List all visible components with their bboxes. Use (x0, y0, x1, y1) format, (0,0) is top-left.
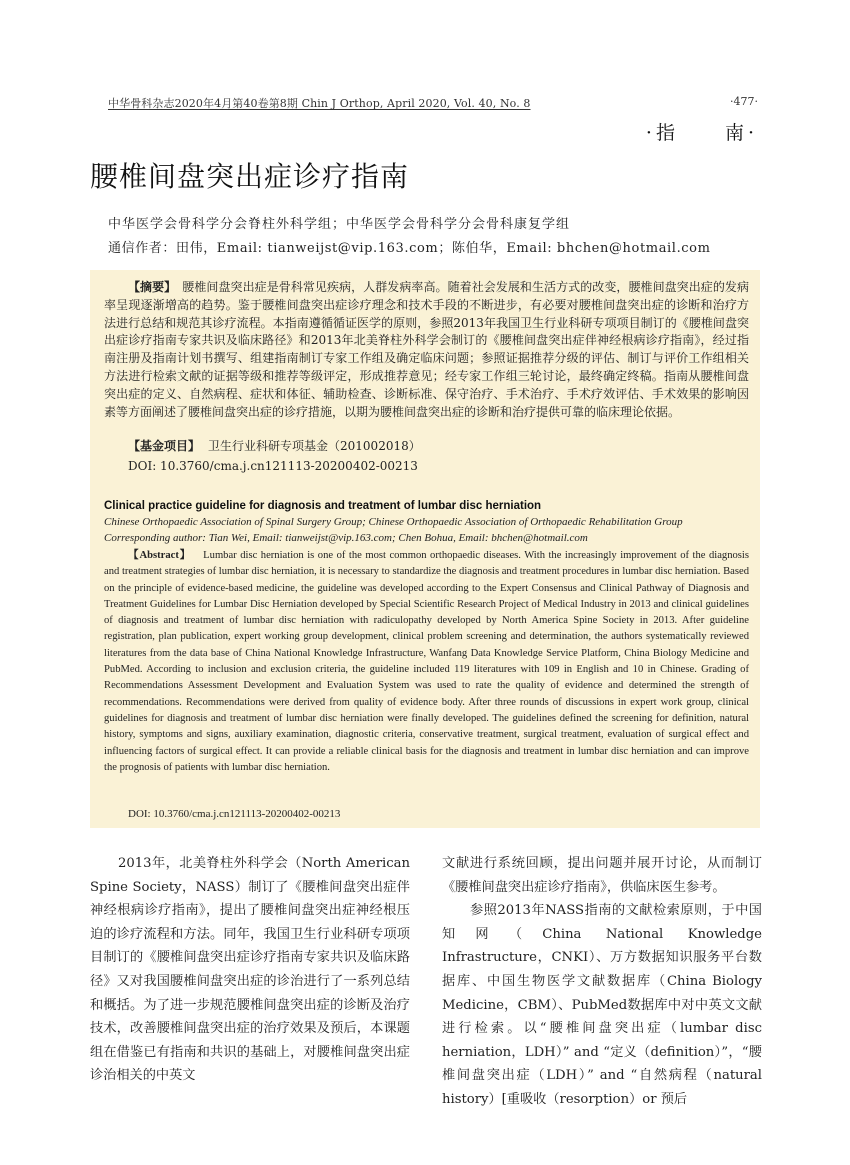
fund-text: 卫生行业科研专项基金（201002018） (208, 439, 421, 453)
fund-label: 【基金项目】 (128, 439, 201, 453)
english-correspondence: Corresponding author: Tian Wei, Email: tianweijst@vip.163.com; Chen Bohua, Email: bhchen@hotmail.com (104, 532, 588, 544)
english-abstract (104, 548, 749, 776)
body-left-column: 2013年，北美脊柱外科学会（North American Spine Society，NASS）制订了《腰椎间盘突出症伴神经根病诊疗指南》，提出了腰椎间盘突出症神经根压迫的诊疗流程和方法。同年，我国卫生行业科研专项项目制订的《腰椎间盘突出症诊疗指南专家共识及临床路径》又对我国腰椎间盘突出症的诊治进行了一系列总结和概括。为了进一步规范腰椎间盘突出症的诊断及治疗技术，改善腰椎间盘突出症的治疗效果及预后，本课题组在借鉴已有指南和共识的基础上，对腰椎间盘突出症诊治相关的中英文 (90, 856, 410, 1084)
english-doi: DOI: 10.3760/cma.j.cn121113-20200402-00213 (128, 808, 341, 820)
english-title: Clinical practice guideline for diagnosis and treatment of lumbar disc herniation (104, 500, 542, 512)
english-affiliations: Chinese Orthopaedic Association of Spinal Surgery Group; Chinese Orthopaedic Association of Orthopaedic Rehabilitation Group (104, 516, 683, 528)
abstract-label: 【摘要】 (128, 280, 177, 294)
correspondence: 通信作者：田伟，Email: tianweijst@vip.163.com；陈伯华，Email: bhchen@hotmail.com (108, 241, 711, 256)
cn-doi: DOI: 10.3760/cma.j.cn121113-20200402-00213 (128, 459, 418, 473)
page-number: ·477· (730, 95, 758, 108)
author-groups: 中华医学会骨科学分会脊柱外科学组；中华医学会骨科学分会骨科康复学组 (108, 217, 571, 232)
chinese-abstract (104, 279, 749, 421)
abstract-text: 腰椎间盘突出症是骨科常见疾病，人群发病率高。随着社会发展和生活方式的改变，腰椎间盘突出症的发病率呈现逐渐增高的趋势。鉴于腰椎间盘突出症诊疗理念和技术手段的不断进步，有必要对腰椎间盘突出症的诊断和治疗方法进行总结和规范其诊疗流程。本指南遵循循证医学的原则，参照2013年我国卫生行业科研专项项目制订的《腰椎间盘突出症诊疗指南专家共识及临床路径》和2013年北美脊柱外科学会制订的《腰椎间盘突出症伴神经根病诊疗指南》，经过指南注册及指南计划书撰写、组建指南制订专家工作组及确定临床问题；参照证据推荐分级的评估、制订与评价工作组相关方法进行检索文献的证据等级和推荐等级评定，形成推荐意见；经专家工作组三轮讨论，最终确定终稿。指南从腰椎间盘突出症的定义、自然病程、症状和体征、辅助检查、诊断标准、保守治疗、手术治疗、手术疗效评估、手术效果的影响因素等方面阐述了腰椎间盘突出症的诊疗措施，以期为腰椎间盘突出症的诊断和治疗提供可靠的临床理论依据。 (104, 280, 749, 419)
body-right-column (442, 852, 762, 1112)
fund-line (128, 437, 421, 454)
english-abstract-text: Lumbar disc herniation is one of the most common orthopaedic diseases. With the increasingly improvement of the diagnosis and treatment strategies of lumbar disc herniation, it is necessary to standardize the diagnosis and treatment procedures in lumbar disc herniation. Based on the principle of evidence-based medicine, the guideline was developed according to the Expert Consensus and Clinical Pathway of Diagnosis and Treatment Guidelines for Lumbar Disc Herniation developed by Special Scientific Research Project of Medical Industry in 2013 and clinical guidelines of diagnosis and treatment of lumbar disc herniation with radiculopathy developed by North America Spine Society in 2013. After guideline registration, plan publication, expert working group development, clinical problem screening and determination, the authors systematically reviewed literatures from the data base of China National Knowledge Infrastructure, Wanfang Data Knowledge Service Platform, China Biology Medicine and PubMed. According to inclusion and exclusion criteria, the guideline included 119 literatures with 109 in English and 10 in Chinese. Grading of Recommendations Assessment Development and Evaluation System was used to rate the quality of evidence and determined the strength of recommendations. Recommendations were derived from quality of evidence body. After three rounds of discussions in expert work group, clinical guidelines for diagnosis and treatment of lumbar disc herniation were finally developed. The guidelines defined the screening for definition, natural history, symptoms and signs, auxiliary examination, diagnostic criteria, conservative treatment, surgical treatment, evaluation of surgical effect and influencing factors of surgical effect. It can provide a reliable clinical basis for the diagnosis and treatment in lumbar disc herniation and can improve the prognosis of patients with lumbar disc herniation. (104, 550, 749, 773)
article-title: 腰椎间盘突出症诊疗指南 (90, 160, 410, 193)
body-paragraph: 文献进行系统回顾，提出问题并展开讨论，从而制订《腰椎间盘突出症诊疗指南》，供临床医生参考。 (442, 856, 762, 895)
body-paragraph: 参照2013年NASS指南的文献检索原则，于中国知网（China National Knowledge Infrastructure，CNKI）、万方数据知识服务平台数据库、中国生物医学文献数据库（China Biology Medicine，CBM）、PubMed数据库中对中英文文献进行检索。以“腰椎间盘突出症（lumbar disc herniation，LDH）” and “定义（definition）”，“腰椎间盘突出症（LDH）” and “自然病程（natural history）[重吸收（resorption）or 预后 (442, 903, 762, 1107)
running-head: 中华骨科杂志2020年4月第40卷第8期 Chin J Orthop, April 2020, Vol. 40, No. 8 (108, 97, 531, 110)
english-abstract-label: 【Abstract】 (128, 550, 192, 561)
section-label: ·指 南· (645, 122, 758, 144)
